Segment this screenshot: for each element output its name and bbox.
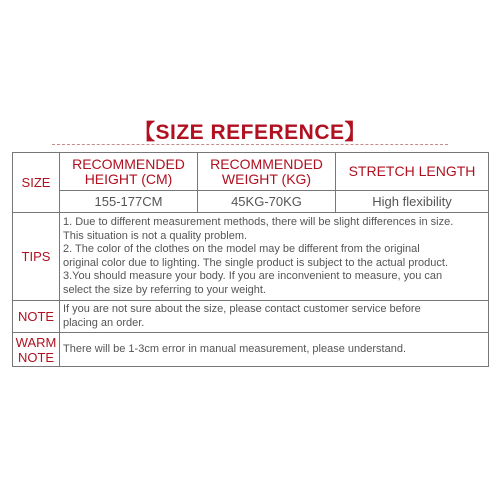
tips-line: 3.You should measure your body. If you are inconvenient to measure, you can xyxy=(63,270,443,282)
note-row xyxy=(13,301,489,333)
size-reference-table xyxy=(12,152,489,367)
page-title: 【SIZE REFERENCE】 xyxy=(133,121,367,144)
warm-note-label: WARM NOTE xyxy=(13,333,60,367)
weight-header: RECOMMENDED WEIGHT (KG) xyxy=(198,153,336,191)
note-line: placing an order. xyxy=(63,316,145,329)
height-header: RECOMMENDED HEIGHT (CM) xyxy=(60,153,198,191)
note-text xyxy=(60,301,489,333)
note-label: NOTE xyxy=(13,301,60,333)
tips-line: select the size by referring to your weight. xyxy=(63,283,266,296)
tips-label: TIPS xyxy=(13,213,60,301)
tips-line: original color due to lighting. The single product is subject to the actual product. xyxy=(63,256,449,269)
weight-value: 45KG-70KG xyxy=(198,191,336,213)
tips-line: 2. The color of the clothes on the model may be different from the original xyxy=(63,243,420,255)
size-label: SIZE xyxy=(13,153,60,213)
warm-note-row xyxy=(13,333,489,367)
tips-line: 1. Due to different measurement methods, there will be slight differences in size. xyxy=(63,216,454,228)
tips-line: This situation is not a quality problem. xyxy=(63,229,248,242)
height-value: 155-177CM xyxy=(60,191,198,213)
size-value-row xyxy=(13,191,489,213)
stretch-header: STRETCH LENGTH xyxy=(336,153,489,191)
size-header-row xyxy=(13,153,489,191)
tips-row xyxy=(13,213,489,301)
title-divider xyxy=(52,144,448,145)
tips-text xyxy=(60,213,489,301)
warm-note-text xyxy=(60,333,489,367)
note-line: If you are not sure about the size, please contact customer service before xyxy=(63,303,421,315)
warm-note-line: There will be 1-3cm error in manual measurement, please understand. xyxy=(63,342,406,355)
stretch-value: High flexibility xyxy=(336,191,489,213)
